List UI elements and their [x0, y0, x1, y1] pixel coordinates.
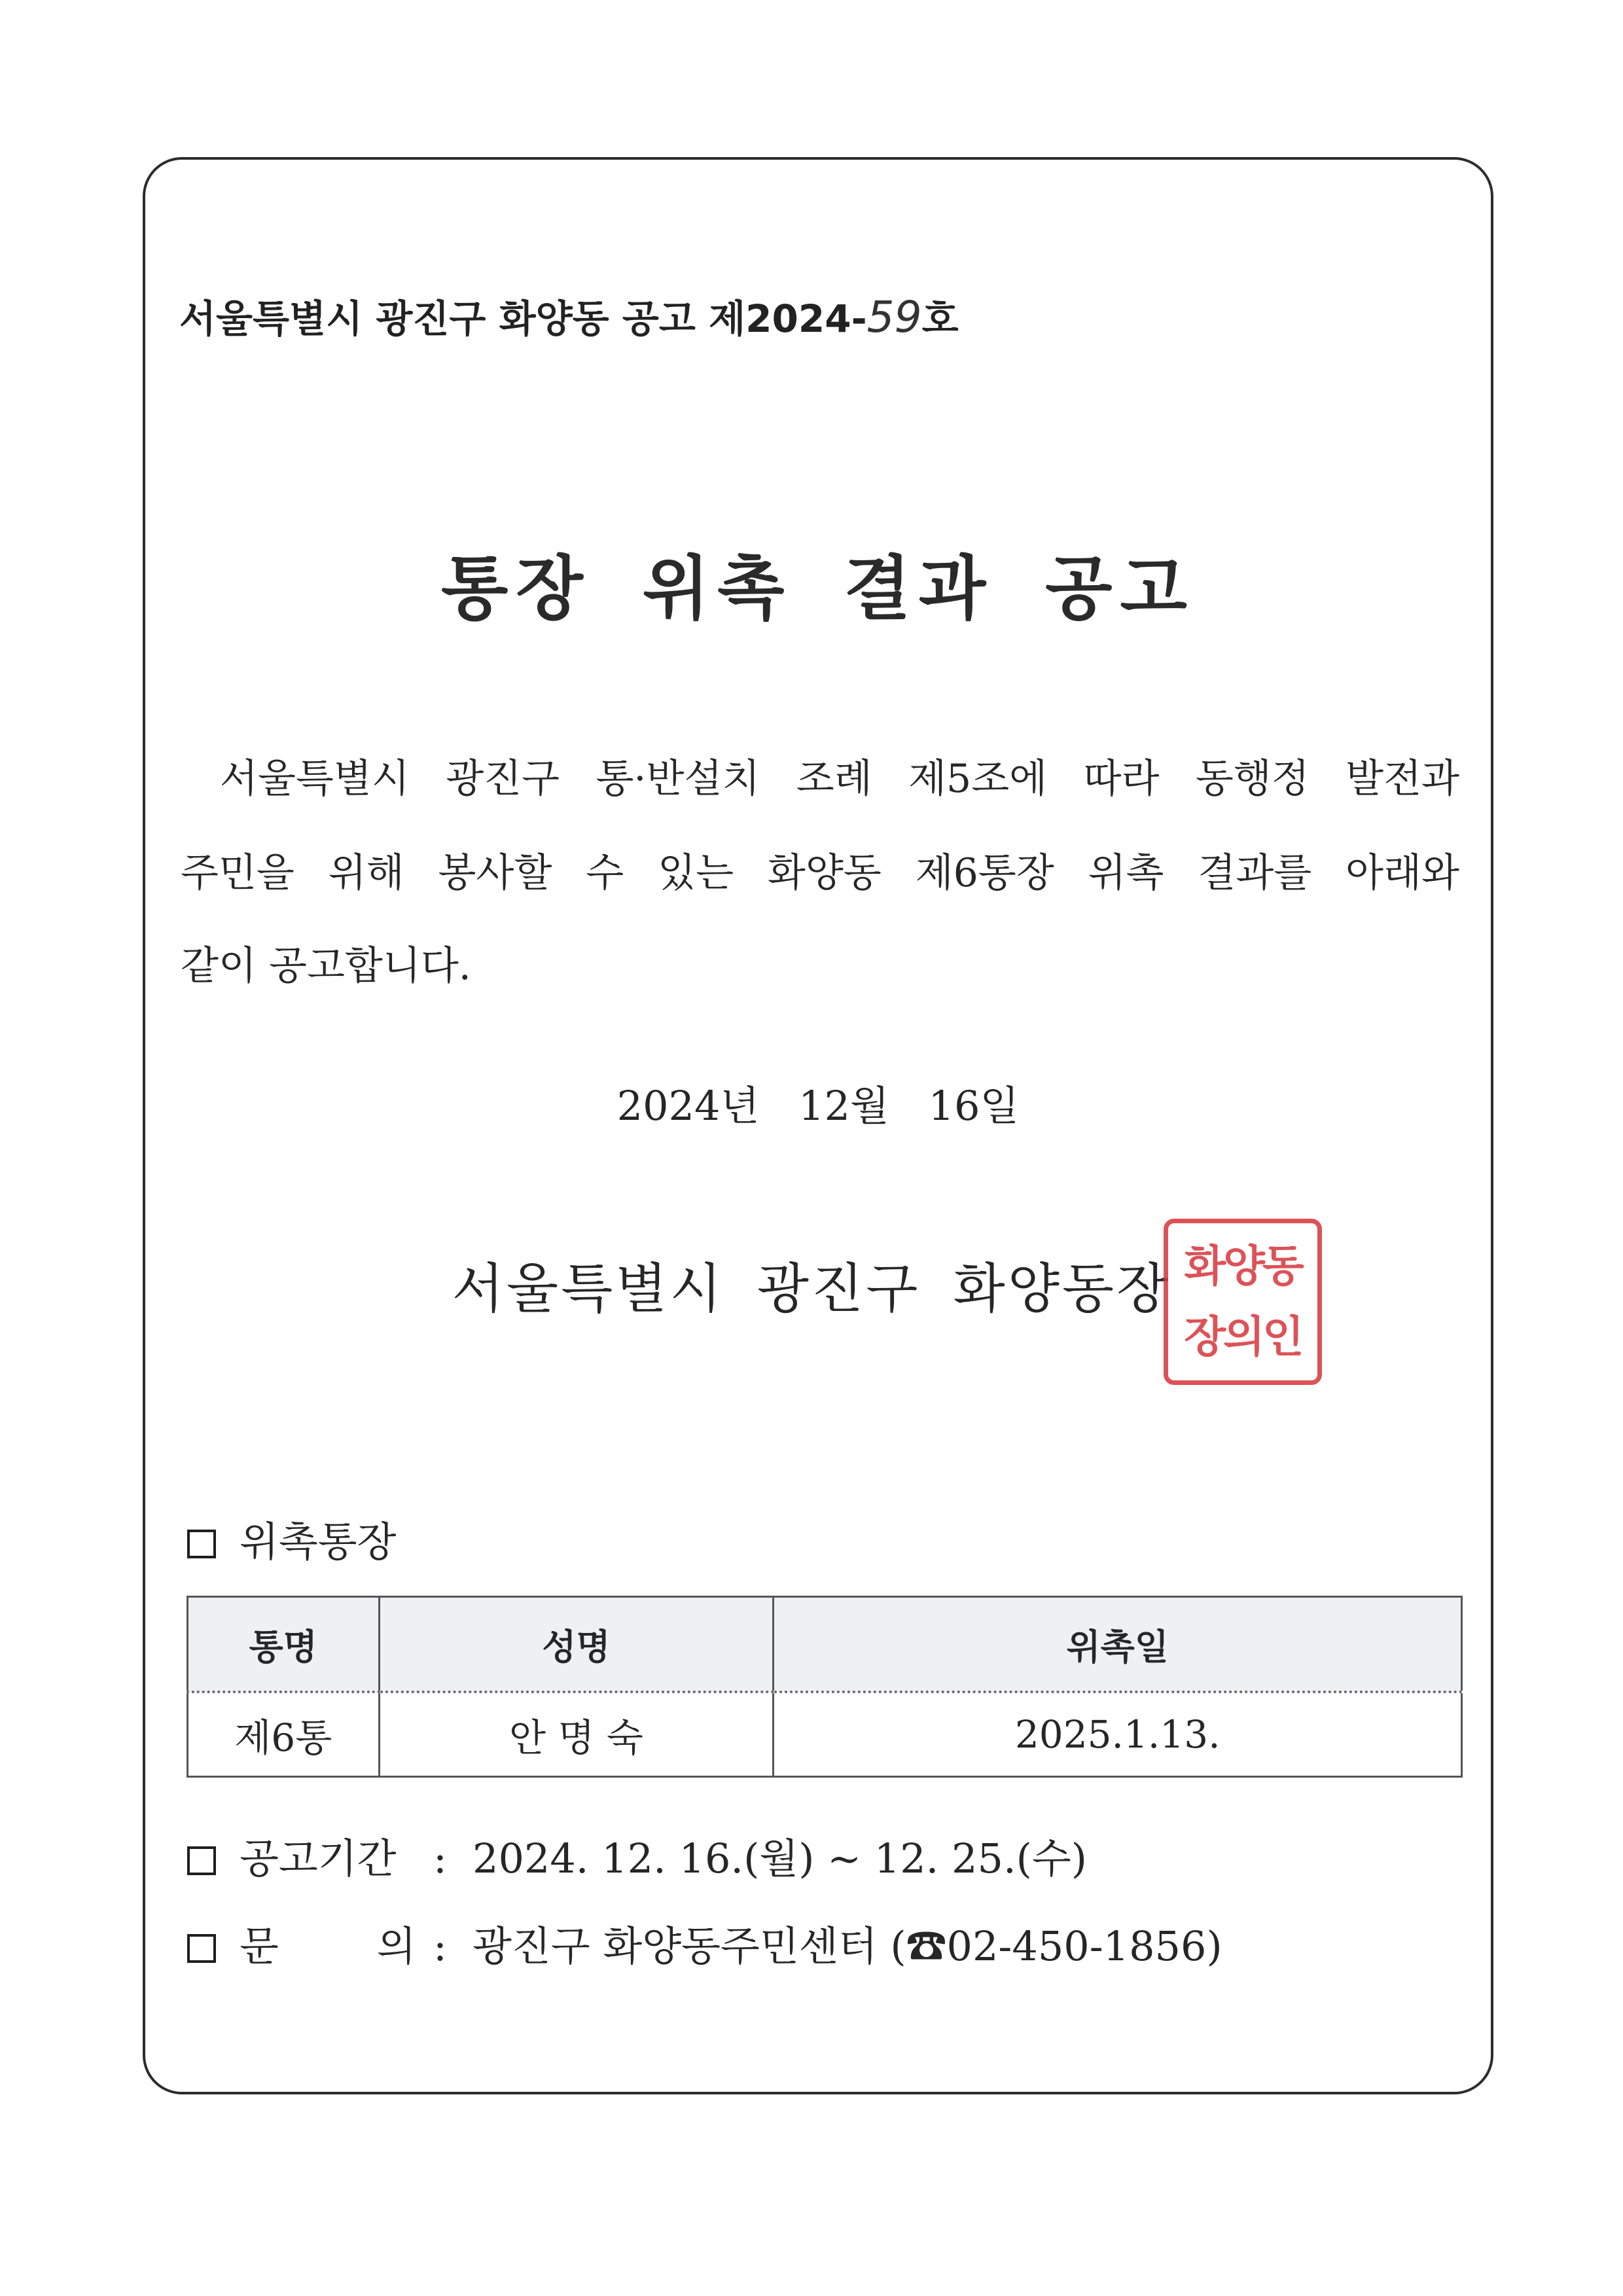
checkbox-square-icon: [187, 1934, 216, 1963]
table-row: [188, 1692, 1462, 1777]
seal-line-2: 장의인: [1184, 1312, 1302, 1362]
appointment-table: [187, 1596, 1463, 1778]
period-value: 2024. 12. 16.(월) ~ 12. 25.(수): [473, 1835, 1087, 1882]
table-header-row: [188, 1597, 1462, 1693]
notice-date: 2024년 12월 16일: [616, 1082, 1020, 1130]
cell-name: 안 명 숙: [379, 1692, 774, 1777]
period-line: [187, 1826, 1087, 1892]
appointed-section-heading: [187, 1509, 397, 1575]
cell-appointment-date: 2025.1.13.: [774, 1692, 1462, 1777]
inquiry-label-char-1: 문: [240, 1922, 279, 1970]
document-title: 통장 위촉 결과 공고: [441, 548, 1195, 629]
header-appointment-date: 위촉일: [774, 1597, 1462, 1693]
notice-number-prefix: 서울특별시 광진구 화양동 공고 제2024-: [179, 296, 867, 341]
header-name: 성명: [379, 1597, 774, 1693]
inquiry-line: [187, 1914, 1222, 1979]
notice-number-suffix: 호: [921, 296, 959, 341]
checkbox-square-icon: [187, 1530, 216, 1558]
inquiry-value: 광진구 화양동주민센터 (☎02-450-1856): [473, 1922, 1222, 1970]
body-line-1: 서울특별시 광진구 통·반설치 조례 제5조에 따라 동행정 발전과: [220, 756, 1459, 802]
body-line-2: 주민을 위해 봉사할 수 있는 화양동 제6통장 위촉 결과를 아래와: [181, 850, 1459, 896]
header-district: 통명: [188, 1597, 380, 1693]
period-colon: :: [433, 1835, 447, 1882]
period-label: 공고기간: [240, 1835, 397, 1882]
issuer-name: 서울특별시 광진구 화양동장: [452, 1258, 1171, 1320]
notice-number-handwritten: 59: [866, 292, 922, 342]
body-line-3: 같이 공고합니다.: [181, 943, 471, 989]
inquiry-label: [240, 1914, 433, 1979]
inquiry-colon: :: [433, 1922, 447, 1970]
notice-number: [179, 288, 959, 347]
appointed-section-label: 위촉통장: [240, 1518, 397, 1566]
cell-district: 제6통: [188, 1692, 380, 1777]
seal-line-1: 화양동: [1184, 1241, 1302, 1291]
inquiry-label-char-2: 의: [376, 1922, 416, 1970]
official-seal: [1164, 1219, 1322, 1385]
checkbox-square-icon: [187, 1846, 216, 1875]
